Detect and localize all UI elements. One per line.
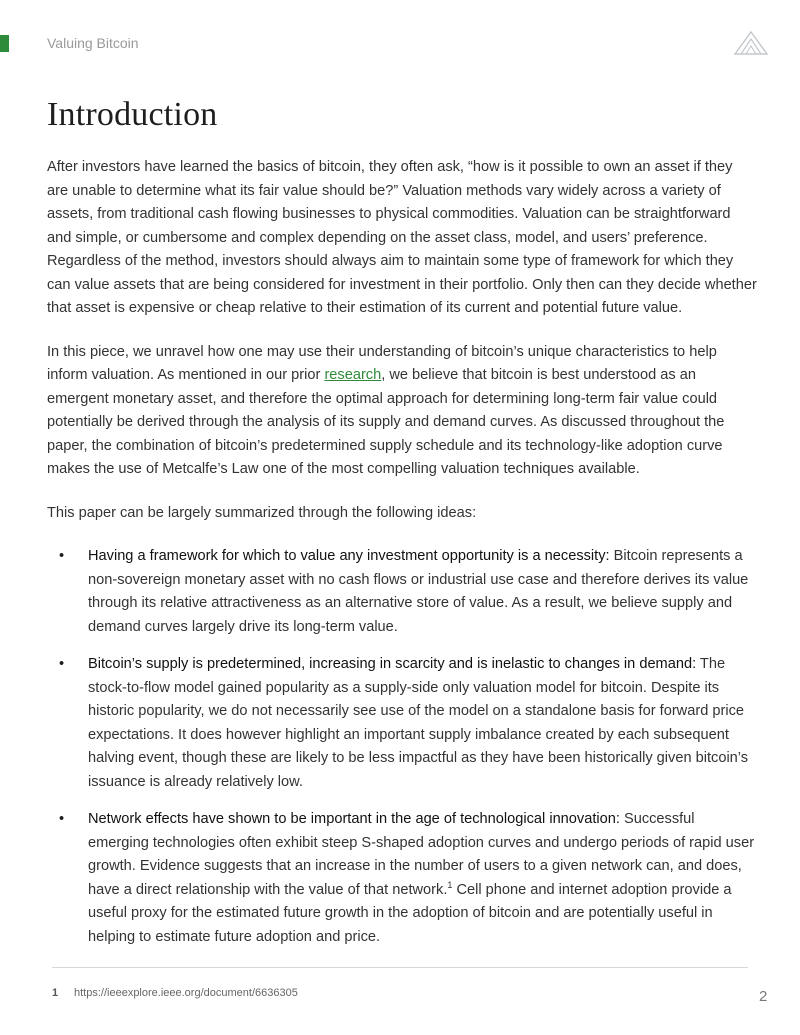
- page-title: Introduction: [47, 96, 218, 133]
- accent-bar: [0, 35, 9, 52]
- bullet-body: Cell phone and internet adoption provide a useful proxy for the estimated future growth in the adoption of bitcoin and are potentially useful in helping to estimate future adoption and price.: [88, 881, 732, 945]
- intro-paragraph: After investors have learned the basics of bitcoin, they often ask, “how is it possible to own an asset if they are unable to determine what its fair value should be?” Valuation methods vary widely across a variety of assets, from traditional cash flowing businesses to physical commodities. Valuation can be straightforward and simple, or cumbersome and complex depending on the asset class, model, and users’ preference. Regardless of the method, investors should always aim to maintain some type of framework for which they can value assets that are being considered for investment in their portfolio. Only then can they decide whether that asset is expensive or cheap relative to their estimation of its current and potential future value.: [47, 159, 757, 316]
- research-link[interactable]: research: [324, 367, 382, 383]
- research-paragraph-text: , we believe that bitcoin is best understood as an emergent monetary asset, and therefore the optimal approach for determining long-term fair value could potentially be derived through the analysis of its supply and demand curves. As discussed throughout the paper, the combination of bitcoin’s predetermined supply schedule and its technology-like adoption curve makes the use of Metcalfe’s Law one of the most compelling valuation techniques available.: [47, 367, 725, 477]
- chevron-triangle-logo-icon: [733, 30, 769, 56]
- bullet-lead: Network effects have shown to be important in the age of technological innovation:: [88, 811, 620, 827]
- bullet-lead: Having a framework for which to value any investment opportunity is a necessity:: [88, 548, 610, 564]
- ideas-list: [47, 545, 757, 949]
- summary-intro: This paper can be largely summarized through the following ideas:: [47, 504, 477, 521]
- page-number: 2: [759, 988, 768, 1005]
- bullet-icon: •: [59, 811, 65, 827]
- running-header: Valuing Bitcoin: [47, 35, 139, 51]
- bullet-icon: •: [59, 656, 65, 672]
- footnote-divider: [52, 967, 748, 968]
- bullet-body: The stock-to-flow model gained popularity as a supply-side only valuation model for bitcoin. Despite its historic popularity, we do not necessarily see use of the model on a standalone basis for forward price expectations. It does however highlight an important supply imbalance created by each subsequent halving event, though these are likely to be less impactful as they have been historically given bitcoin’s issuance is already relatively low.: [88, 656, 749, 790]
- list-item: [47, 545, 757, 639]
- footnote-number: 1: [52, 987, 59, 999]
- body-content: [47, 156, 757, 963]
- research-paragraph-text: In this piece, we unravel how one may use their understanding of bitcoin’s unique characteristics to help inform valuation. As mentioned in our prior: [47, 343, 717, 383]
- footnote-url[interactable]: https://ieeexplore.ieee.org/document/6636305: [74, 987, 298, 999]
- research-paragraph: [47, 341, 757, 482]
- bullet-icon: •: [59, 548, 65, 564]
- bullet-body: Successful emerging technologies often exhibit steep S-shaped adoption curves and undergo periods of rapid user growth. Evidence suggests that an increase in the number of users to a given network can, and does, have a direct relationship with the value of that network.: [88, 811, 755, 898]
- list-item: [47, 808, 757, 949]
- bullet-lead: Bitcoin’s supply is predetermined, increasing in scarcity and is inelastic to changes in demand:: [88, 656, 697, 672]
- bullet-body: Bitcoin represents a non-sovereign monetary asset with no cash flows or industrial use case and therefore derives its value through its relative attractiveness as an alternative store of value. As a result, we believe supply and demand curves largely drive its long-term value.: [88, 548, 749, 635]
- list-item: [47, 653, 757, 794]
- footnote-reference[interactable]: 1: [447, 879, 453, 890]
